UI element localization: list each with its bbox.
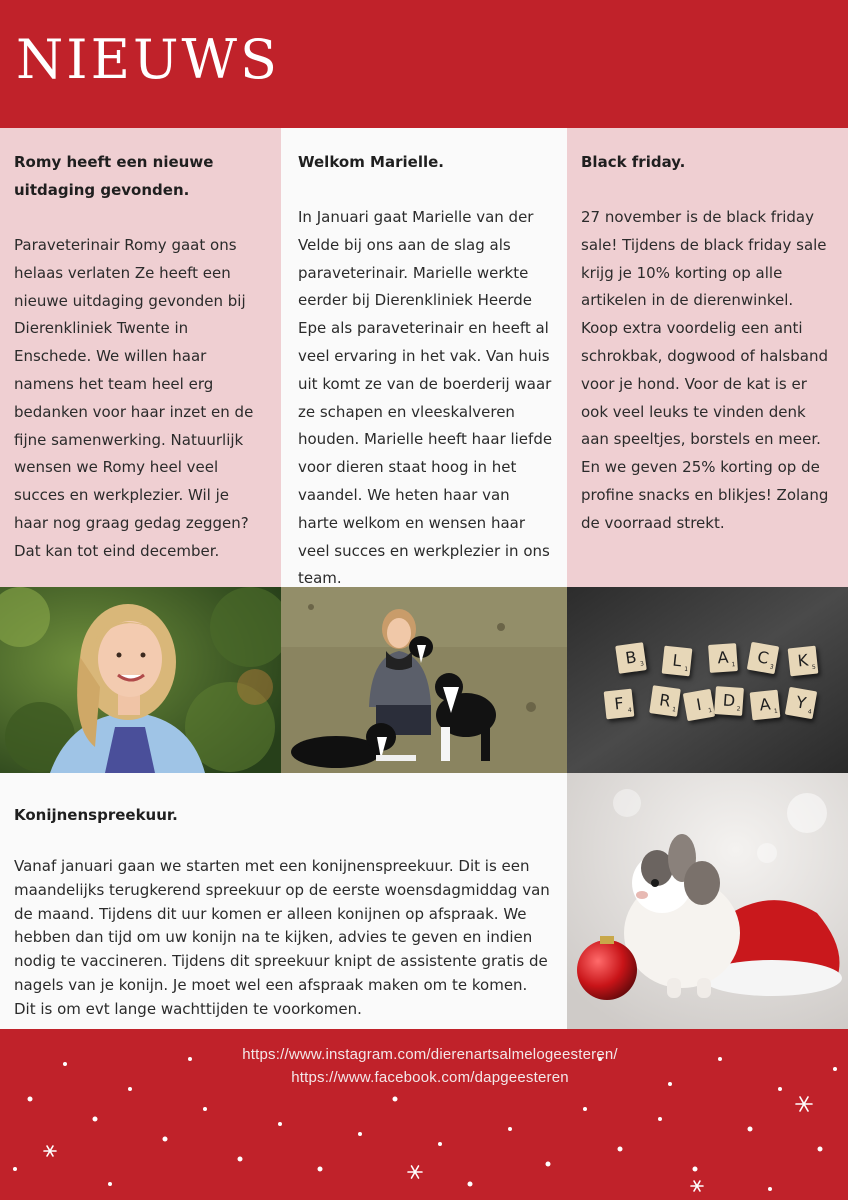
footer-links xyxy=(0,1043,848,1089)
scrabble-tile: A 1 xyxy=(750,690,781,721)
article-title: Romy heeft een nieuwe uitdaging gevonden. xyxy=(14,153,214,199)
scrabble-tile: I 1 xyxy=(683,689,715,721)
article-body: Vanaf januari gaan we starten met een konijnenspreekuur. Dit is een maandelijks terugkerend spreekuur op de eerste woensdagmiddag van de maand. Tijdens dit uur komen er alleen konijnen op afspraak. We hebben dan tijd om uw konijn na te kijken, advies te geven en indien nodig te vaccineren. Tijdens dit spreekuur knipt de assistente gratis de nagels van je konijn. Je moet wel een afspraak maken om te komen. Dit is om evt lange wachttijden te voorkomen. xyxy=(14,857,550,1018)
page-title: NIEUWS xyxy=(16,28,281,91)
article-body: In Januari gaat Marielle van der Velde bij ons aan de slag als paraveterinair. Marielle werkte eerder bij Dierenkliniek Heerde Epe als paraveterinair en heeft al veel ervaring in het vak. Van huis uit komt ze van de boerderij waar ze schapen en vleeskalveren houden. Marielle heeft haar liefde voor dieren staat hoog in het vaandel. We heten haar van harte welkom en wensen haar veel succes en werkplezier in ons team. xyxy=(298,208,553,588)
header-banner xyxy=(0,0,848,128)
article-title: Black friday. xyxy=(581,153,686,171)
photo-marielle-dogs xyxy=(281,587,567,773)
facebook-link[interactable]: https://www.facebook.com/dapgeesteren xyxy=(291,1069,569,1086)
photo-romy xyxy=(0,587,281,773)
article-marielle xyxy=(281,128,567,587)
article-title: Konijnenspreekuur. xyxy=(14,806,178,824)
article-title: Welkom Marielle. xyxy=(298,153,444,171)
footer xyxy=(0,1029,848,1200)
article-konijnenspreekuur xyxy=(0,773,567,1029)
scrabble-tile: A 1 xyxy=(708,643,738,673)
photo-black-friday-tiles xyxy=(567,587,848,773)
scrabble-tile: C 3 xyxy=(747,642,779,674)
scrabble-tile: F 4 xyxy=(604,689,635,720)
instagram-link[interactable]: https://www.instagram.com/dierenartsalmelogeesteren/ xyxy=(242,1046,618,1063)
article-black-friday xyxy=(567,128,848,587)
scrabble-tile: Y 4 xyxy=(785,687,817,719)
article-body: 27 november is de black friday sale! Tijdens de black friday sale krijg je 10% korting op alle artikelen in de dierenwinkel. Koop extra voordelig een anti schrokbak, dogwood of halsband voor je hond. Voor de kat is er ook veel leuks te vinden denk aan speeltjes, borstels en meer. En we geven 25% korting op de profine snacks en blikjes! Zolang de voorraad strekt. xyxy=(581,208,829,532)
scrabble-tile: R 1 xyxy=(649,685,681,717)
article-romy xyxy=(0,128,281,587)
photo-rabbit-christmas xyxy=(567,773,848,1029)
scrabble-tile: B 3 xyxy=(615,642,647,674)
scrabble-tile: D 2 xyxy=(714,686,744,716)
scrabble-tile: L 1 xyxy=(662,646,693,677)
scrabble-tile: K 5 xyxy=(788,646,819,677)
article-body: Paraveterinair Romy gaat ons helaas verlaten Ze heeft een nieuwe uitdaging gevonden bij Dierenkliniek Twente in Enschede. We willen haar namens het team heel erg bedanken voor haar inzet en de fijne samenwerking. Natuurlijk wensen we Romy heel veel succes en werkplezier. Wil je haar nog graag gedag zeggen? Dat kan tot eind december. xyxy=(14,236,254,560)
